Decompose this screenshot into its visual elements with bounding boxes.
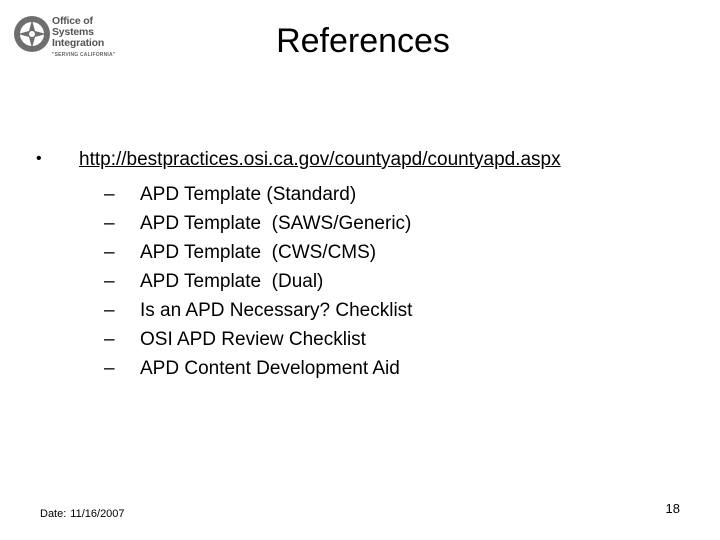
logo-tagline: "SERVING CALIFORNIA": [52, 52, 116, 58]
dash-icon: –: [104, 300, 115, 321]
logo-line-2: Systems: [52, 26, 94, 38]
slide-title-text: References: [276, 22, 450, 60]
dash-icon: –: [104, 358, 115, 379]
page-number: 18: [665, 501, 680, 516]
logo-line-1: Office of: [52, 15, 93, 27]
list-item-text: APD Template (Standard): [140, 184, 357, 205]
list-item-text: OSI APD Review Checklist: [140, 329, 366, 350]
date-label: Date:: [40, 508, 67, 520]
list-item-text: APD Template (SAWS/Generic): [140, 213, 412, 234]
dash-icon: –: [104, 329, 115, 350]
slide-title: [0, 22, 720, 61]
bullet-icon: •: [36, 150, 42, 167]
list-item-text: APD Template (Dual): [140, 271, 324, 292]
dash-icon: –: [104, 213, 115, 234]
logo-line-3: Integration: [52, 37, 105, 49]
list-item-text: APD Template (CWS/CMS): [140, 242, 377, 263]
list-item-text: APD Content Development Aid: [140, 358, 400, 379]
footer-date: [40, 508, 125, 520]
dash-icon: –: [104, 242, 115, 263]
references-link[interactable]: http://bestpractices.osi.ca.gov/countyapd/countyapd.aspx: [79, 149, 561, 170]
date-value: 11/16/2007: [70, 508, 125, 520]
list-item-text: Is an APD Necessary? Checklist: [140, 300, 413, 321]
dash-icon: –: [104, 184, 115, 205]
dash-icon: –: [104, 271, 115, 292]
